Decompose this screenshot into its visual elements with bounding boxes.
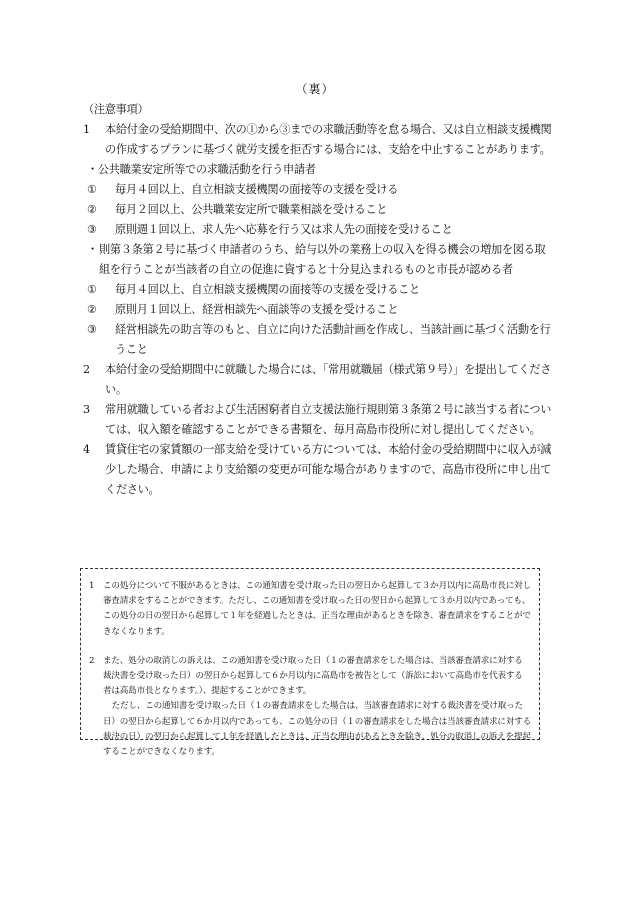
- notes-section: [75, 100, 555, 500]
- list-item-text: 原則週１回以上、求人先へ応募を行う又は求人先の面接を受けること: [115, 223, 453, 236]
- notice-text: また、処分の取消しの訴えは、この通知書を受け取った日（１の審査請求をした場合は、当該審査請求に対する裁決書を受け取った日）の翌日から起算して６か月以内に高島市を被告として（訴訟において高島市を代表する者は高島市長となります。）、提起することができます。: [103, 655, 523, 697]
- note-item-3: [75, 400, 555, 440]
- bullet-block-b: [75, 240, 555, 360]
- note-item-2: [75, 360, 555, 400]
- page-heading: （裏）: [295, 82, 335, 96]
- list-item: [75, 180, 555, 200]
- list-item-text: 毎月４回以上、自立相談支援機関の面接等の支援を受ける: [115, 183, 399, 196]
- spacer: [89, 640, 531, 654]
- note-item-4: [75, 440, 555, 500]
- note-text: 本給付金の受給期間中、次の①から③までの求職活動等を怠る場合、又は自立相談支援機関の作成するプランに基づく就労支援を拒否する場合には、支給を中止することがあります。: [105, 123, 552, 156]
- list-item: [75, 220, 555, 240]
- circled-number: ③: [87, 323, 97, 336]
- note-number: 4: [83, 443, 90, 456]
- notice-number: 1: [89, 581, 95, 591]
- notice-text-proviso: ただし、この通知書を受け取った日（１の審査請求をした場合は、当該審査請求に対する裁決書を受け取った日）の翌日から起算して６か月以内であっても、この処分の日（１の審査請求をした場合は当該審査請求に対する裁決の日）の翌日から起算して１年を経過したときは、正当な理由があるときを除き、処分の取消しの訴えを提起することができなくなります。: [103, 701, 531, 758]
- circled-number: ①: [87, 183, 97, 196]
- notice-text: この処分について不服があるときは、この通知書を受け取った日の翌日から起算して３か月以内に高島市長に対し審査請求をすることができます。ただし、この通知書を受け取った日の翌日から起算して３か月以内であっても、この処分の日の翌日から起算して１年を経過したときは、正当な理由があるときを除き、審査請求をすることができなくなります。: [103, 581, 531, 637]
- notes-title: （注意事項）: [83, 103, 149, 116]
- list-item: [75, 200, 555, 220]
- appeal-notice-box: [80, 568, 540, 758]
- note-text: 本給付金の受給期間中に就職した場合には、「常用就職届（様式第９号）」を提出してください。: [105, 363, 552, 396]
- circled-number: ②: [87, 203, 97, 216]
- note-number: 3: [83, 403, 90, 416]
- bullet-dot: ・: [87, 243, 98, 256]
- note-text: 常用就職している者および生活困窮者自立支援法施行規則第３条第２号に該当する者については、収入額を確認することができる書類を、毎月高島市役所に対し提出してください。: [105, 403, 552, 436]
- list-item: [75, 280, 555, 300]
- notice-item-1: [89, 579, 531, 640]
- circled-number: ②: [87, 303, 97, 316]
- bullet-a-heading: ・公共職業安定所等での求職活動を行う申請者: [87, 163, 316, 176]
- note-text: 賃貸住宅の家賃額の一部支給を受けている方については、本給付金の受給期間中に収入が減少した場合、申請により支給額の変更が可能な場合がありますので、高島市役所に申し出てください。: [105, 443, 552, 496]
- bullet-b-heading: [75, 240, 555, 280]
- note-number: 2: [83, 363, 90, 376]
- note-number: 1: [83, 123, 90, 136]
- list-item-text: 経営相談先の助言等のもと、自立に向けた活動計画を作成し、当該計画に基づく活動を行うこと: [115, 323, 551, 356]
- list-item-text: 毎月２回以上、公共職業安定所で職業相談を受けること: [115, 203, 388, 216]
- list-item: [75, 300, 555, 320]
- bullet-b-text: 則第３条第２号に基づく申請者のうち、給与以外の業務上の収入を得る機会の増加を図る取組を行うことが当該者の自立の促進に資すると十分見込まれるものと市長が認める者: [99, 243, 546, 276]
- notice-item-2: [89, 654, 531, 760]
- list-item: [75, 320, 555, 360]
- note-item-1: [75, 120, 555, 160]
- notice-text-block: [103, 654, 531, 760]
- notice-number: 2: [89, 655, 95, 666]
- list-item-text: 毎月４回以上、自立相談支援機関の面接等の支援を受けること: [115, 283, 420, 296]
- bullet-block-a: [75, 160, 555, 240]
- circled-number: ①: [87, 283, 97, 296]
- list-item-text: 原則月１回以上、経営相談先へ面談等の支援を受けること: [115, 303, 399, 316]
- circled-number: ③: [87, 223, 97, 236]
